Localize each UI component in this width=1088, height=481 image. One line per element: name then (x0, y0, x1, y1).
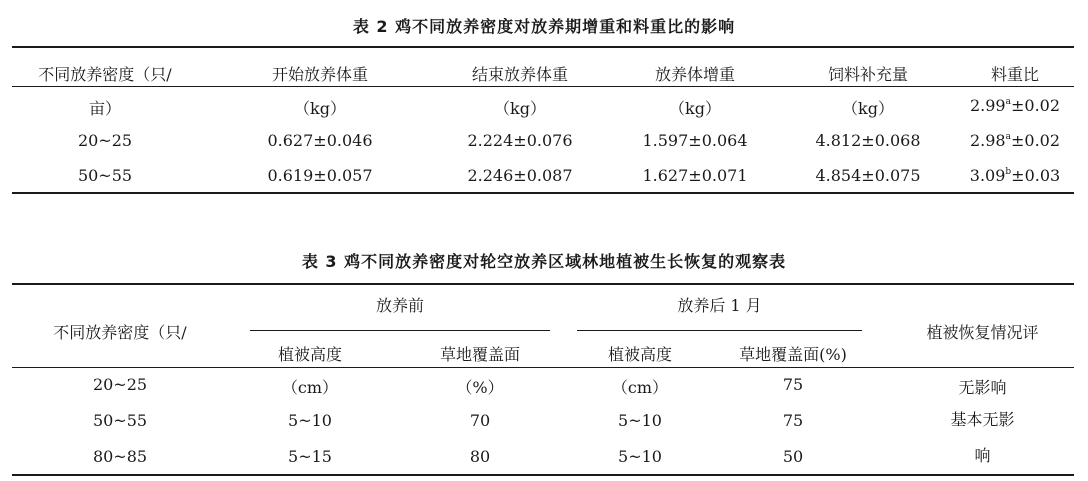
table3-sub-header-coverage-after: 草地覆盖面(%) (739, 345, 847, 364)
table2-header-end-weight: 结束放养体重 (471, 65, 568, 84)
table-cell: 5~10 (618, 411, 662, 430)
table-cell: （cm） (281, 378, 339, 397)
table3-top-rule (12, 283, 1074, 285)
table-cell: （kg） (294, 99, 346, 118)
table-cell: 1.627±0.071 (642, 166, 748, 185)
table3-group-after: 放养后 1 月 (677, 296, 762, 315)
table-cell: 50~55 (92, 411, 148, 430)
table3-sub-header-coverage-before: 草地覆盖面 (439, 345, 520, 364)
table-cell: 1.597±0.064 (642, 131, 748, 150)
table-cell: 20~25 (92, 375, 148, 394)
table2-header-feed-ratio: 料重比 (990, 65, 1039, 84)
table-cell: 0.627±0.046 (267, 131, 373, 150)
table-cell: （kg） (494, 99, 546, 118)
table3-header-recovery: 植被恢复情况评 (926, 323, 1039, 342)
table3-sub-header-height-before: 植被高度 (277, 345, 342, 364)
table-cell: 80 (469, 447, 491, 466)
table-cell: 基本无影 (950, 410, 1015, 429)
table-cell: 2.98$^a$±0.02 (969, 131, 1061, 150)
table2-header-start-weight: 开始放养体重 (271, 65, 368, 84)
table2-header-feed: 饲料补充量 (827, 65, 908, 84)
table-cell: （kg） (842, 99, 894, 118)
table2-header-weight-gain: 放养体增重 (654, 65, 735, 84)
table-cell: 50~55 (77, 166, 133, 185)
table-cell: 2.99$^a$±0.02 (969, 96, 1061, 115)
table2-title: 表 2 鸡不同放养密度对放养期增重和料重比的影响 (352, 17, 736, 36)
table-cell: 响 (974, 446, 991, 465)
table2-bottom-rule (12, 192, 1074, 194)
table-cell: 亩） (88, 99, 121, 118)
table-cell: 20~25 (77, 131, 133, 150)
table3-group-before-rule (250, 330, 550, 331)
table-cell: 无影响 (958, 378, 1007, 397)
table2-header-density: 不同放养密度（只/ (38, 65, 172, 84)
table3-title: 表 3 鸡不同放养密度对轮空放养区域林地植被生长恢复的观察表 (301, 252, 787, 271)
table3-bottom-rule (12, 474, 1074, 476)
table-cell: 50 (782, 447, 804, 466)
table-cell: 4.812±0.068 (815, 131, 921, 150)
table-cell: 5~10 (288, 411, 332, 430)
table-cell: 70 (469, 411, 491, 430)
table3-header-density: 不同放养密度（只/ (53, 323, 187, 342)
table3-group-after-rule (577, 330, 862, 331)
table-cell: （%） (456, 378, 504, 397)
table-cell: 2.224±0.076 (467, 131, 573, 150)
table3-group-before: 放养前 (375, 296, 424, 315)
table-cell: （cm） (611, 378, 669, 397)
table-cell: 75 (782, 411, 804, 430)
table-cell: 3.09$^b$±0.03 (969, 166, 1061, 185)
table3-sub-header-height-after: 植被高度 (607, 345, 672, 364)
table-cell: 75 (782, 375, 804, 394)
table2-top-rule (12, 46, 1074, 48)
table2-header-rule (12, 86, 1074, 87)
table-cell: 0.619±0.057 (267, 166, 373, 185)
table-cell: 4.854±0.075 (815, 166, 921, 185)
table-cell: 80~85 (92, 447, 148, 466)
table-cell: 5~15 (288, 447, 332, 466)
table-cell: （kg） (669, 99, 721, 118)
table-cell: 2.246±0.087 (467, 166, 573, 185)
table-cell: 5~10 (618, 447, 662, 466)
table3-header-rule (12, 367, 1074, 368)
